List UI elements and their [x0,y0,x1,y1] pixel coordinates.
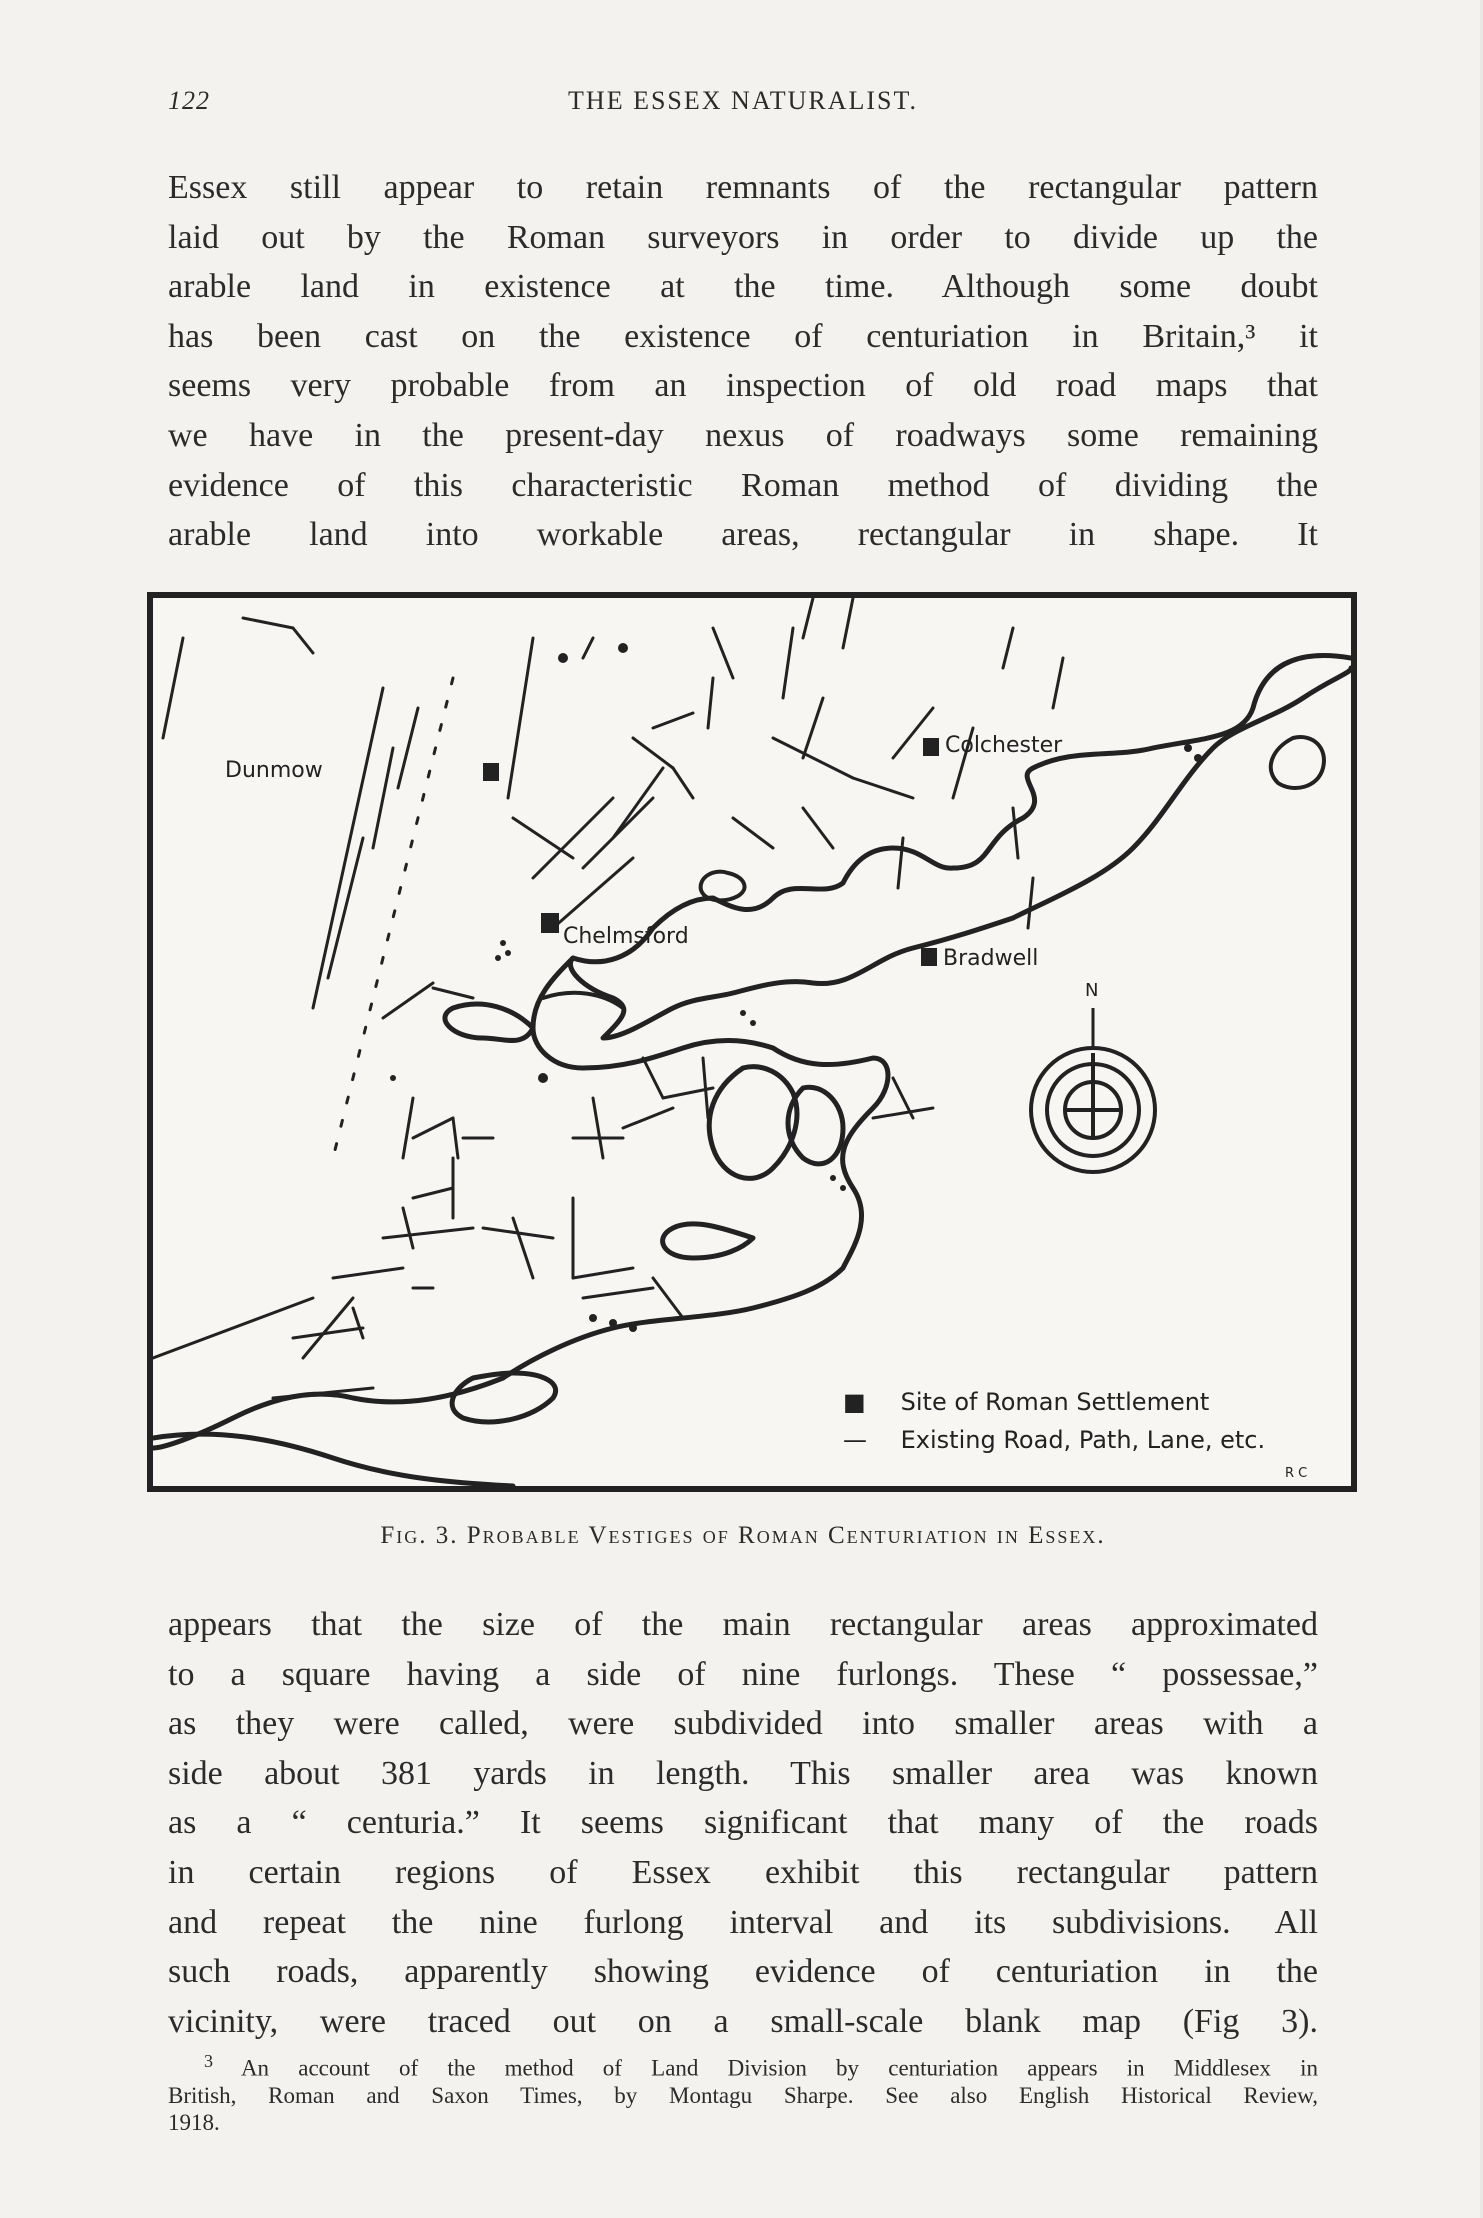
road-line [593,1098,603,1158]
footnote-text: An account of the method of Land Division by centuriation appears in Middlesex in [240,2055,1318,2081]
road-line [843,598,853,648]
footnote-line: British, Roman and Saxon Times, by Montagu Sharpe. See also English Historical Review, [168,2082,1318,2108]
north-mark: N [1085,980,1099,1001]
road-line [383,1228,473,1238]
road-symbol: — [843,1426,867,1454]
label-dunmow: Dunmow [225,758,323,783]
road-line [403,1208,413,1248]
label-colchester: Colchester [945,733,1063,758]
dot-mark [558,653,568,663]
settlement-marker-bradwell [921,948,937,966]
settlement-marker-colchester [923,738,939,756]
text-line: arable land into workable areas, rectangular in shape. It [168,516,1318,554]
road-line [433,988,473,998]
label-chelmsford: Chelmsford [563,924,689,949]
dot-mark [495,955,501,961]
text-line: as a “ centuria.” It seems significant that many of the roads [168,1804,1318,1842]
road-line [1053,658,1063,708]
road-line [653,1278,683,1318]
road-line [293,628,313,653]
road-line [713,628,733,678]
coastline [570,655,1351,1038]
text-line: vicinity, were traced out on a small-scale blank map (Fig 3). [168,2002,1318,2040]
map-drawing [153,598,1351,1486]
north-island [1271,737,1324,788]
road-line [573,1268,633,1278]
road-line [303,1298,353,1358]
road-line [873,1108,933,1118]
text-line: Essex still appear to retain remnants of the rectangular pattern [168,169,1318,206]
label-bradwell: Bradwell [943,946,1039,971]
road-line [803,598,813,638]
road-line [398,708,418,788]
map-legend [843,1388,1265,1464]
dot-mark [750,1020,756,1026]
road-line [898,838,903,888]
paragraph-top [168,163,1318,560]
paragraph-bottom [168,1600,1318,2046]
road-line [633,738,673,768]
dot-mark [505,950,511,956]
road-line [1028,878,1033,928]
dot-mark [1194,754,1202,762]
road-line [623,1108,673,1128]
road-line [613,768,663,838]
road-line [373,748,393,848]
text-line: has been cast on the existence of centuriation in Britain,³ it [168,317,1318,355]
road-line [708,678,713,728]
legend-settlement-label: Site of Roman Settlement [900,1388,1210,1416]
dot-mark [830,1175,836,1181]
road-line [733,818,773,848]
road-line [413,1118,453,1138]
road-line [783,628,793,698]
road-line [353,1308,363,1338]
road-line [803,698,823,758]
dot-mark [500,940,506,946]
text-line: we have in the present-day nexus of roadways some remaining [168,416,1318,454]
text-line: such roads, apparently showing evidence of centuriation in the [168,1953,1318,1991]
road-line [1013,808,1018,858]
footnote-line: 1918. [168,2109,220,2135]
road-line [673,768,693,798]
dot-mark [390,1075,396,1081]
text-line: in certain regions of Essex exhibit this rectangular pattern [168,1853,1318,1891]
road-line [653,713,693,728]
road-line [643,1058,663,1098]
footnote-number: 3 [204,2051,213,2071]
road-line [513,818,573,858]
road-line [243,618,293,628]
road-line [508,638,533,798]
text-line: to a square having a side of nine furlongs. These “ possessae,” [168,1655,1318,1693]
text-line: laid out by the Roman surveyors in order to divide up the [168,218,1318,256]
map-figure [147,592,1357,1492]
road-line [413,1188,453,1198]
road-line [513,1218,533,1278]
figure-caption: Fig. 3. Probable Vestiges of Roman Centuriation in Essex. [380,1522,1106,1549]
text-line: and repeat the nine furlong interval and its subdivisions. All [168,1903,1318,1941]
dot-mark [618,643,628,653]
text-line: as they were called, were subdivided into smaller areas with a [168,1705,1318,1743]
dot-mark [538,1073,548,1083]
text-line: evidence of this characteristic Roman method of dividing the [168,466,1318,504]
text-line: arable land in existence at the time. Although some doubt [168,268,1318,306]
page-header [168,86,1318,126]
road-line [453,1118,458,1158]
settlement-marker-chelmsford [541,913,559,933]
artist-initials: R C [1285,1466,1308,1481]
estuary-inner [663,1224,753,1258]
road-line [553,858,633,928]
footnote-line [168,2048,1318,2082]
dot-mark [629,1324,637,1332]
foulness-island [709,1067,797,1179]
dot-mark [609,1319,617,1327]
settlement-symbol: ■ [843,1388,866,1416]
south-coast [153,1434,513,1486]
road-line [803,808,833,848]
dot-mark [840,1185,846,1191]
running-head: THE ESSEX NATURALIST. [568,86,918,115]
road-line [333,1268,403,1278]
legend-row-settlement [843,1388,1265,1426]
settlement-marker-dunmow [483,763,499,781]
footnote [168,2048,1318,2136]
dot-mark [740,1010,746,1016]
road-line [583,638,593,658]
road-line [583,1288,653,1298]
page-number: 122 [168,86,210,115]
dot-mark [1184,744,1192,752]
dot-mark [589,1314,597,1322]
text-line: side about 381 yards in length. This smaller area was known [168,1754,1318,1792]
road-line [1003,628,1013,668]
legend-road-label: Existing Road, Path, Lane, etc. [900,1426,1266,1454]
mersea-island [701,872,745,901]
text-line: seems very probable from an inspection of old road maps that [168,367,1318,405]
road-line [773,738,853,778]
legend-row-road [843,1426,1265,1464]
estuary-north-bank [445,1004,533,1040]
compass-rose [1031,1008,1155,1172]
road-line [383,983,433,1018]
road-line [403,1098,413,1158]
road-line [163,638,183,738]
road-line [853,778,913,798]
text-line: appears that the size of the main rectangular areas approximated [168,1606,1318,1643]
road-line [153,1298,313,1358]
